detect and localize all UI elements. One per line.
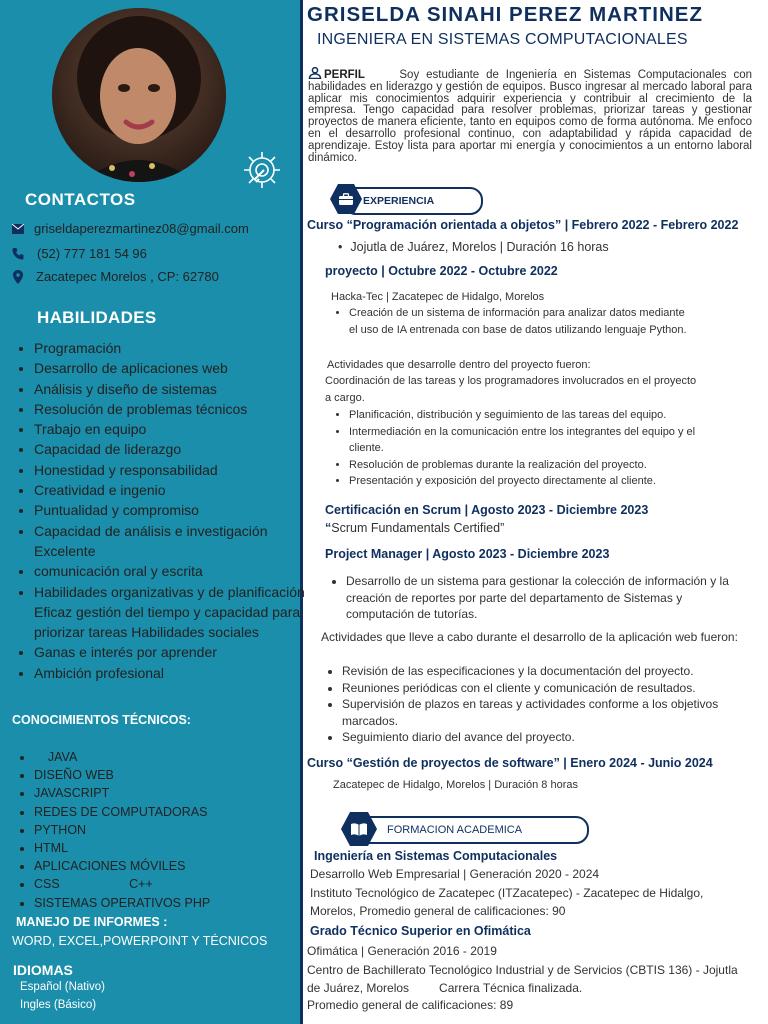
education-degree-1-line-2: Instituto Tecnológico de Zacatepec (ITZacatepec) - Zacatepec de Hidalgo, Morelos, Promedio general de calificaciones: 90 xyxy=(310,886,704,918)
perfil-label: PERFIL xyxy=(324,69,365,81)
experience-project-activities-label: Actividades que desarrolle dentro del proyecto fueron: xyxy=(327,359,591,371)
experience-course-2-title: Curso “Gestión de proyectos de software” | Enero 2024 - Junio 2024 xyxy=(307,756,713,770)
gear-icon xyxy=(240,148,284,192)
education-degree-1-line-1: Desarrollo Web Empresarial | Generación 2020 - 2024 xyxy=(310,867,600,881)
list-item: • DISEÑO WEB xyxy=(34,766,314,784)
list-item: • Ambición profesional xyxy=(34,663,314,683)
job-role: INGENIERA EN SISTEMAS COMPUTACIONALES xyxy=(317,31,688,48)
education-degree-2-line-1: Ofimática | Generación 2016 - 2019 xyxy=(307,944,497,958)
experience-course-1-title: Curso “Programación orientada a objetos” | Febrero 2022 - Febrero 2022 xyxy=(307,218,739,232)
experience-project-coordination: Coordinación de las tareas y los programadores involucrados en el proyecto a cargo. xyxy=(325,375,697,404)
experience-scrum-subtitle: “Scrum Fundamentals Certified” xyxy=(325,521,505,535)
list-item: • Puntualidad y compromiso xyxy=(34,500,314,520)
language-item: Español (Nativo) xyxy=(20,981,106,993)
list-item: • Habilidades organizativas y de planificación Eficaz gestión del tiempo y capacidad para priorizar tareas Habilidades sociales xyxy=(34,582,314,643)
full-name: GRISELDA SINAHI PEREZ MARTINEZ xyxy=(307,3,703,26)
tech-list xyxy=(12,748,314,912)
language-item: Ingles (Básico) xyxy=(20,999,97,1011)
contact-address xyxy=(12,269,219,284)
experience-project-title: proyecto | Octubre 2022 - Octubre 2022 xyxy=(325,264,558,278)
list-item: • Ganas e interés por aprender xyxy=(34,642,314,662)
perfil-text: Soy estudiante de Ingeniería en Sistemas Computacionales con habilidades en liderazgo y gestión de equipos. Busco ingresar al mercado laboral para aplicar mis conocimientos adquirir experiencia y contribuir al crecimiento de la empresa. Tengo capacidad para resolver problemas, priorizar tareas y gestionar proyectos de manera eficiente, tanto en equipos como de forma autónoma. Me enfoco en el desarrollo profesional continuo, con adaptabilidad y rápida capacidad de aprendizaje. Estoy lista para aportar mi energía y conocimientos a un entorno laboral dinámico. xyxy=(308,69,752,164)
list-item: • Programación xyxy=(34,338,314,358)
experience-title: EXPERIENCIA xyxy=(363,195,435,207)
reports-text: WORD, EXCEL,POWERPOINT Y TÉCNICOS xyxy=(12,934,268,948)
education-degree-2-title: Grado Técnico Superior en Ofimática xyxy=(310,924,531,938)
experience-project-bullet: • Creación de un sistema de información para analizar datos mediante el uso de IA entrenada con base de datos utilizando lenguaje Python. xyxy=(331,305,696,338)
education-degree-2-line-2: Centro de Bachillerato Tecnológico Industrial y de Servicios (CBTIS 136) - Jojutla de Juárez, Morelos Carrera Técnica finalizada. xyxy=(307,963,738,995)
profile-photo xyxy=(52,8,226,182)
experience-course-2-detail: Zacatepec de Hidalgo, Morelos | Duración 8 horas xyxy=(333,779,578,791)
experience-pm-bullet: • Desarrollo de un sistema para gestionar la colección de información y la creación de reportes por parte del departamento de Sistemas y computación de tutorías. xyxy=(325,573,748,623)
list-item: • Creatividad e ingenio xyxy=(34,480,314,500)
list-item: • Presentación y exposición del proyecto directamente al cliente. xyxy=(349,473,706,490)
experience-project-place: Hacka-Tec | Zacatepec de Hidalgo, Morelos xyxy=(331,291,545,303)
list-item: • Trabajo en equipo xyxy=(34,419,314,439)
list-item: • Supervisión de plazos en tareas y actividades conforme a los objetivos marcados. xyxy=(342,696,748,729)
experience-course-1-detail: • Jojutla de Juárez, Morelos | Duración 16 horas xyxy=(338,240,609,254)
experience-header xyxy=(343,187,483,215)
contact-email[interactable] xyxy=(12,221,249,236)
languages-title: IDIOMAS xyxy=(13,962,73,978)
reports-title: MANEJO DE INFORMES : xyxy=(16,915,168,929)
list-item: • Análisis y diseño de sistemas xyxy=(34,379,314,399)
education-header xyxy=(357,816,589,844)
experience-pm-activities-label: Actividades que lleve a cabo durante el desarrollo de la aplicación web fueron: xyxy=(321,630,738,644)
person-icon xyxy=(308,67,322,79)
list-item: • Resolución de problemas técnicos xyxy=(34,399,314,419)
experience-pm-title: Project Manager | Agosto 2023 - Diciembre 2023 xyxy=(325,547,610,561)
skills-list xyxy=(12,338,314,683)
list-item: • Planificación, distribución y seguimiento de las tareas del equipo. xyxy=(349,407,706,424)
list-item: • HTML xyxy=(34,839,314,857)
skills-title: HABILIDADES xyxy=(37,308,157,327)
list-item: • Capacidad de liderazgo xyxy=(34,439,314,459)
list-item: • APLICACIONES MÓVILES xyxy=(34,857,314,875)
list-item: • comunicación oral y escrita xyxy=(34,561,314,581)
email-text: griseldaperezmartinez08@gmail.com xyxy=(34,221,249,236)
education-degree-1-title: Ingeniería en Sistemas Computacionales xyxy=(314,849,558,863)
list-item: • Honestidad y responsabilidad xyxy=(34,460,314,480)
experience-pm-list xyxy=(325,663,748,746)
education-title: FORMACION ACADEMICA xyxy=(387,824,523,836)
phone-text: (52) 777 181 54 96 xyxy=(37,246,147,261)
list-item: • JAVASCRIPT xyxy=(34,784,314,802)
list-item: • SISTEMAS OPERATIVOS PHP xyxy=(34,894,314,912)
list-item: • Desarrollo de aplicaciones web xyxy=(34,358,314,378)
contacts-title: CONTACTOS xyxy=(25,190,136,209)
list-item: • JAVA xyxy=(34,748,314,766)
phone-icon xyxy=(12,247,25,260)
tech-title: CONOCIMIENTOS TÉCNICOS: xyxy=(12,713,191,727)
location-pin-icon xyxy=(12,270,24,284)
list-item: • PYTHON xyxy=(34,821,314,839)
list-item: • CSS C++ xyxy=(34,875,314,893)
experience-project-list xyxy=(331,407,706,490)
list-item: • Intermediación en la comunicación entre los integrantes del equipo y el cliente. xyxy=(349,424,706,457)
list-item: • Seguimiento diario del avance del proyecto. xyxy=(342,729,748,746)
address-text: Zacatepec Morelos , CP: 62780 xyxy=(36,269,219,284)
list-item: • Reuniones periódicas con el cliente y comunicación de resultados. xyxy=(342,680,748,697)
list-item: • Capacidad de análisis e investigación Excelente xyxy=(34,521,314,562)
contact-phone[interactable] xyxy=(12,246,147,261)
list-item: • Resolución de problemas durante la realización del proyecto. xyxy=(349,457,706,474)
experience-scrum-title: Certificación en Scrum | Agosto 2023 - Diciembre 2023 xyxy=(325,503,649,517)
list-item: • REDES DE COMPUTADORAS xyxy=(34,803,314,821)
profile-summary xyxy=(308,67,752,164)
education-degree-2-line-3: Promedio general de calificaciones: 89 xyxy=(307,998,514,1012)
list-item: • Revisión de las especificaciones y la documentación del proyecto. xyxy=(342,663,748,680)
envelope-icon xyxy=(12,224,24,234)
